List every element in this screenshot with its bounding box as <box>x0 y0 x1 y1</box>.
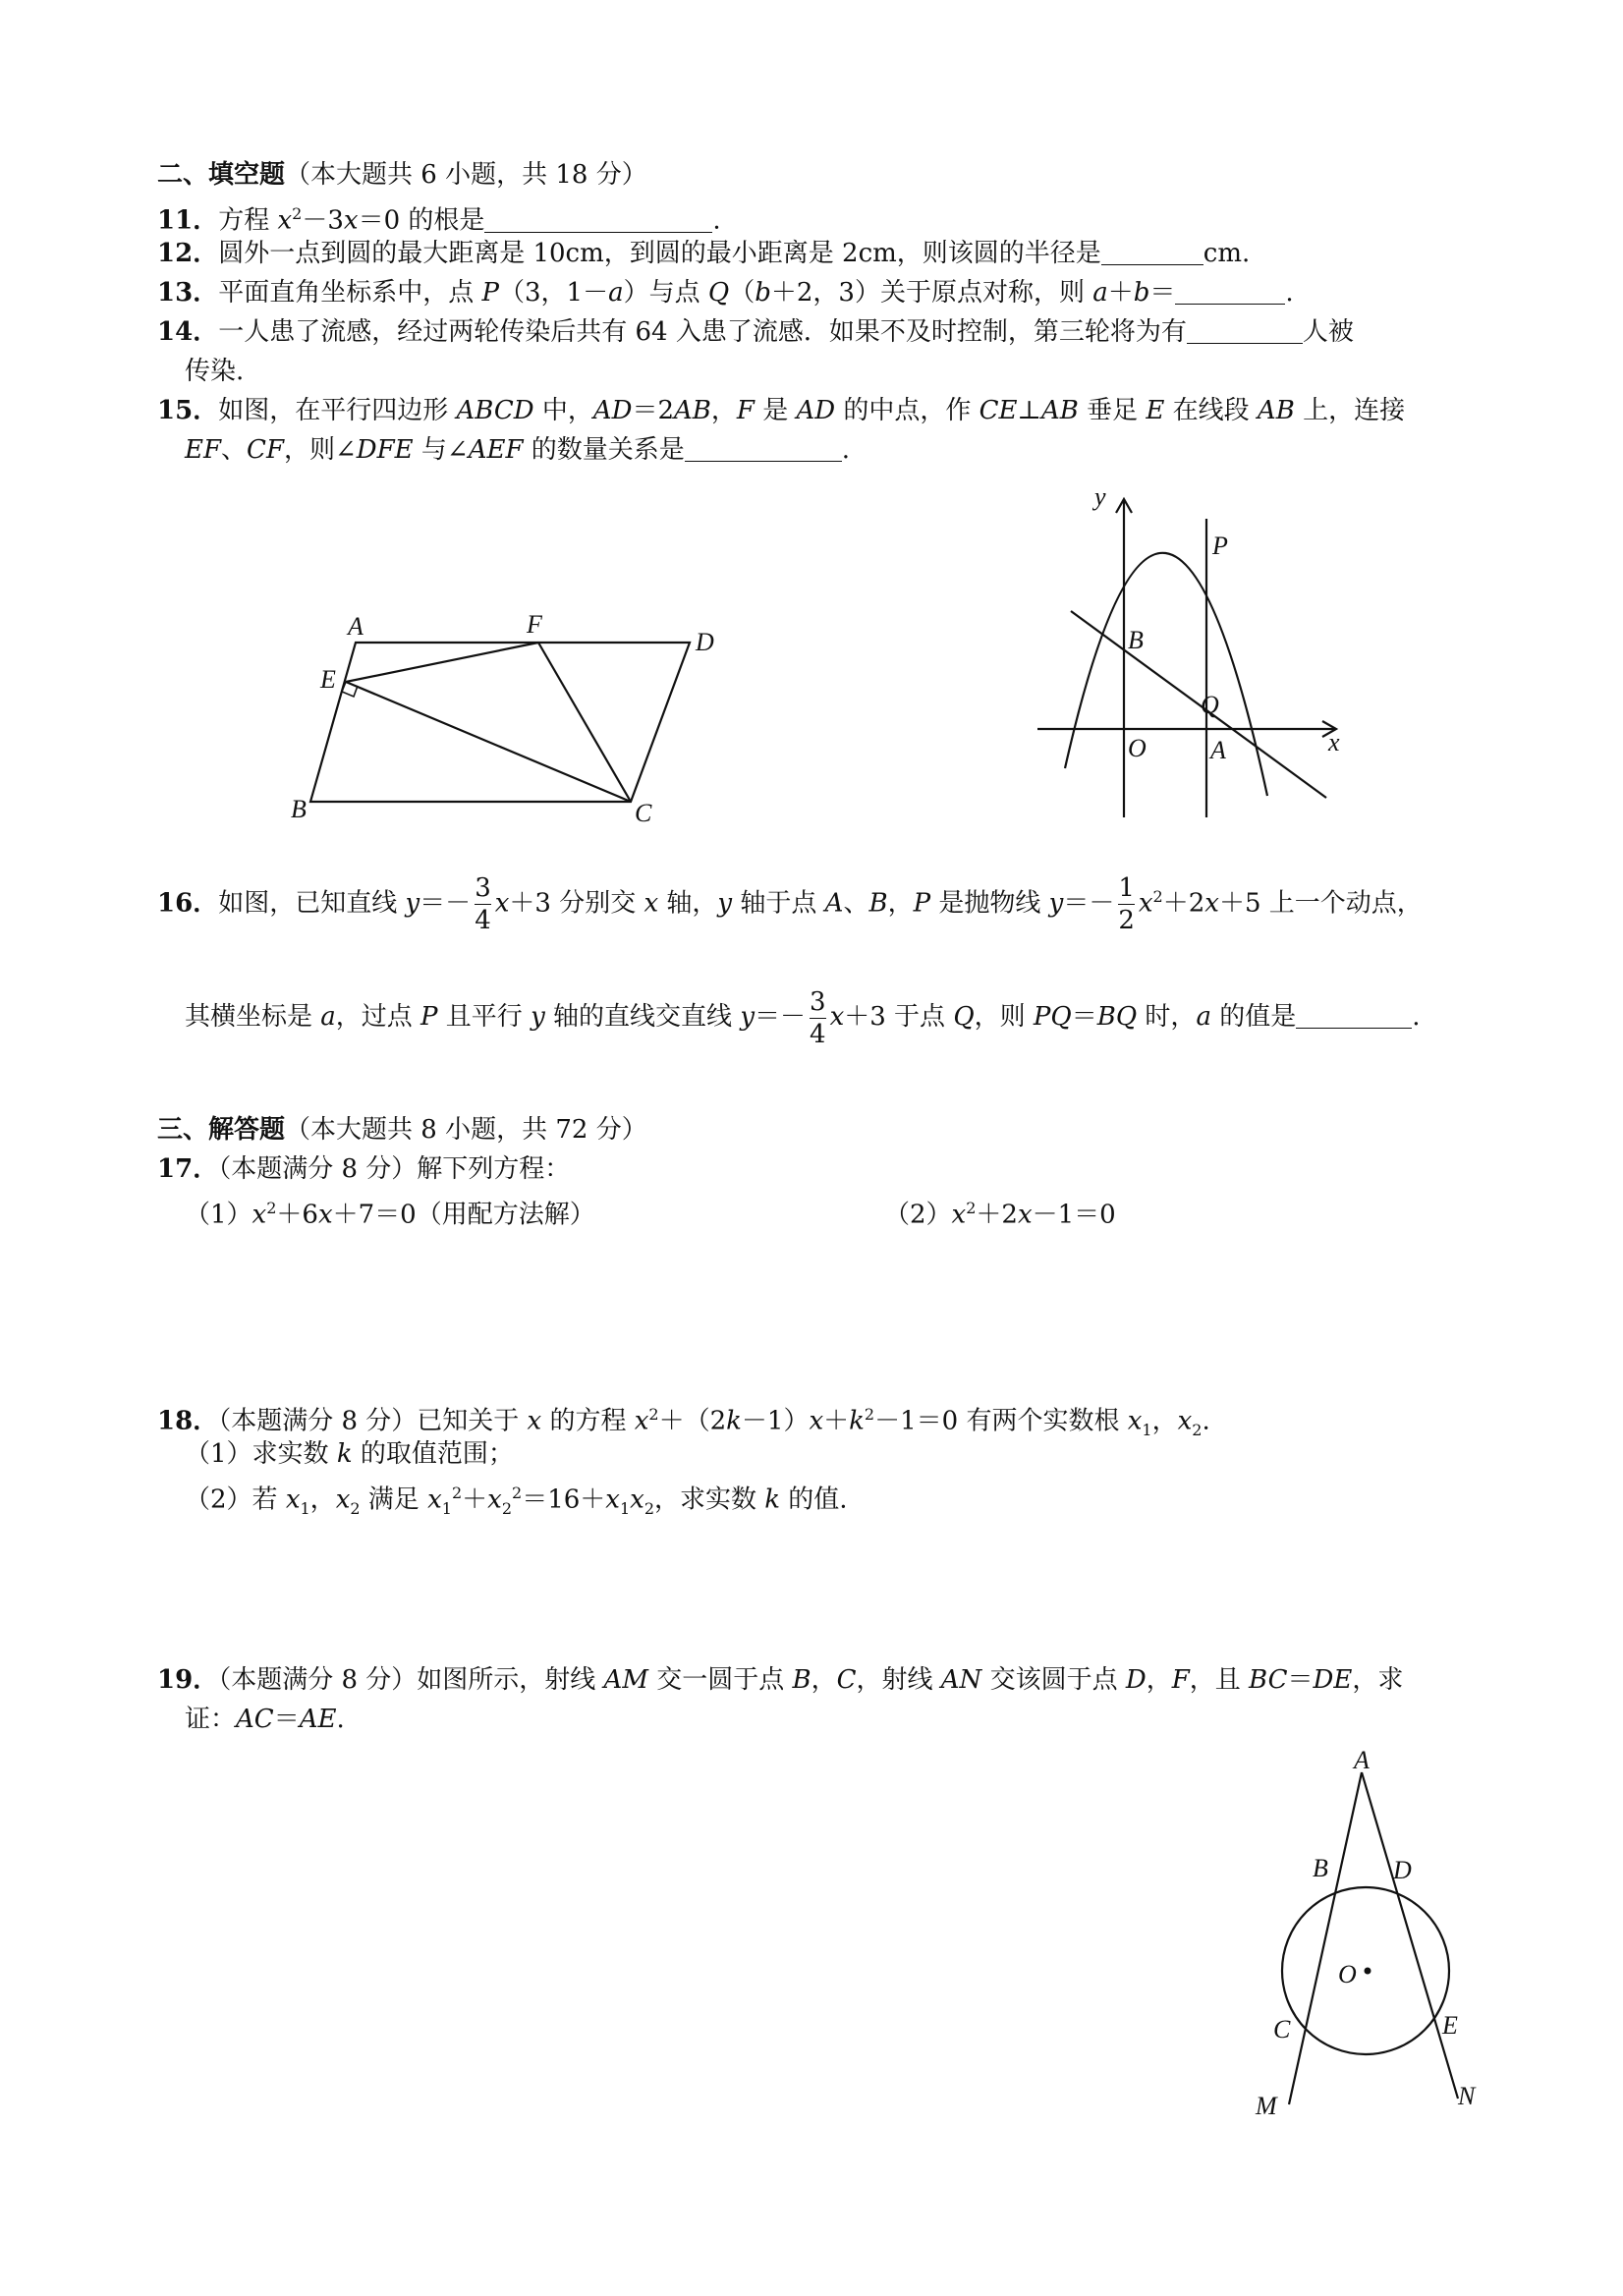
label-c: C <box>635 799 652 827</box>
label-a: A <box>1354 1746 1370 1774</box>
question-16: 16．如图，已知直线 y＝－ $\frac{3}{4}$ x＋3 分别交 x 轴，y 轴于点 A、B，P 是抛物线 y＝－ $\frac{1}{2}$ $x^2+2x+5$ 上一个动点， <box>157 873 1423 936</box>
section3-title: 三、解答题 <box>157 1115 286 1145</box>
label-e: E <box>320 665 336 694</box>
question-14-line2: 传染. <box>185 357 245 386</box>
parabola <box>1065 553 1267 796</box>
question-16-line2: 其横坐标是 a，过点 P 且平行 y 轴的直线交直线 y＝－ $\frac{3}{4}$ x＋3 于点 Q，则 PQ＝BQ 时，a 的值是 . <box>185 986 1421 1049</box>
section3-header <box>157 1110 647 1149</box>
question-15-line2: EF、CF，则∠DFE 与∠AEF 的数量关系是 . <box>185 435 851 465</box>
label-d: D <box>696 628 714 656</box>
label-y: y <box>1094 482 1106 511</box>
question-17-part2: $(2)x^2+2x-1=0$ <box>884 1199 1116 1230</box>
question-18-part1: （1）求实数 k 的取值范围； <box>185 1439 514 1469</box>
section2-header <box>157 155 647 195</box>
question-13: 13．平面直角坐标系中，点 P（3，1－a）与点 Q（b＋2，3）关于原点对称，则 a＋b＝ . <box>157 278 1294 308</box>
label-q: Q <box>1201 691 1219 719</box>
label-b: B <box>291 795 307 823</box>
question-12: 12．圆外一点到圆的最大距离是 10cm，到圆的最小距离是 2cm，则该圆的半径是 cm. <box>157 239 1251 268</box>
label-m: M <box>1256 2092 1277 2120</box>
label-o: O <box>1338 1960 1357 1988</box>
label-o: O <box>1128 734 1147 762</box>
parallelogram-abcd <box>310 643 690 802</box>
label-p: P <box>1212 532 1228 560</box>
section2-title: 二、填空题 <box>157 160 286 190</box>
label-n: N <box>1458 2082 1476 2110</box>
segment-ef <box>346 643 538 682</box>
label-a: A <box>348 612 364 641</box>
fraction-1-2: $\frac{1}{2}$ <box>1118 873 1135 936</box>
question-15: 15．如图，在平行四边形 ABCD 中，AD＝2AB，F 是 AD 的中点，作 CE⊥AB 垂足 E 在线段 AB 上，连接 <box>157 396 1406 425</box>
label-c: C <box>1273 2015 1291 2044</box>
section2-note: （本大题共 6 小题，共 18 分） <box>285 160 647 190</box>
question-17-part1: $(1)x^2+6x+7=0$（用配方法解） <box>185 1199 595 1230</box>
segment-ec <box>346 682 631 802</box>
q15-answer-blank[interactable] <box>685 433 842 462</box>
figure-19-circle <box>1248 1746 1503 2122</box>
question-14: 14．一人患了流感，经过两轮传染后共有 64 入患了流感．如果不及时控制，第三轮将为有 人被 <box>157 317 1354 347</box>
label-b: B <box>1313 1854 1328 1882</box>
figure-16-graph <box>1022 472 1356 825</box>
q12-answer-blank[interactable] <box>1101 237 1203 265</box>
q11-answer-blank[interactable] <box>484 204 712 233</box>
question-11: 11．方程 $x^2-3x=0$ 的根是 . <box>157 204 721 236</box>
q16-answer-blank[interactable] <box>1296 1000 1412 1029</box>
ray-am <box>1289 1772 1362 2104</box>
label-e: E <box>1442 2011 1458 2040</box>
q14-answer-blank[interactable] <box>1187 315 1303 344</box>
question-19-line2: 证：AC＝AE. <box>185 1705 345 1734</box>
q13-answer-blank[interactable] <box>1175 276 1285 305</box>
label-f: F <box>527 610 542 639</box>
fraction-3-4b: $\frac{3}{4}$ <box>810 986 826 1049</box>
line-ab <box>1071 611 1326 798</box>
question-19: 19．（本题满分 8 分）如图所示，射线 AM 交一圆于点 B，C，射线 AN 交该圆于点 D，F，且 BC＝DE，求 <box>157 1665 1404 1695</box>
ray-an <box>1362 1772 1458 2099</box>
figure-15-parallelogram <box>285 599 737 835</box>
segment-fc <box>538 643 631 802</box>
section3-note: （本大题共 8 小题，共 72 分） <box>285 1115 647 1145</box>
label-a: A <box>1210 736 1226 764</box>
label-b: B <box>1128 626 1144 654</box>
label-x: x <box>1328 728 1340 756</box>
label-d: D <box>1393 1856 1412 1884</box>
center-point <box>1365 1968 1371 1974</box>
q11-number: 11 <box>157 205 194 236</box>
question-17: 17．（本题满分 8 分）解下列方程： <box>157 1154 571 1184</box>
fraction-3-4: $\frac{3}{4}$ <box>475 873 491 936</box>
question-18: 18．（本题满分 8 分）已知关于 x 的方程 $x^2+(2k-1)x+k^2-1=0$ 有两个实数根 $x_1$，$x_2$. <box>157 1405 1210 1439</box>
question-18-part2: （2）若 $x_1$，$x_2$ 满足 $x_1^2+x_2^2=16+x_1x_2$，求实数 k 的值. <box>185 1484 848 1518</box>
